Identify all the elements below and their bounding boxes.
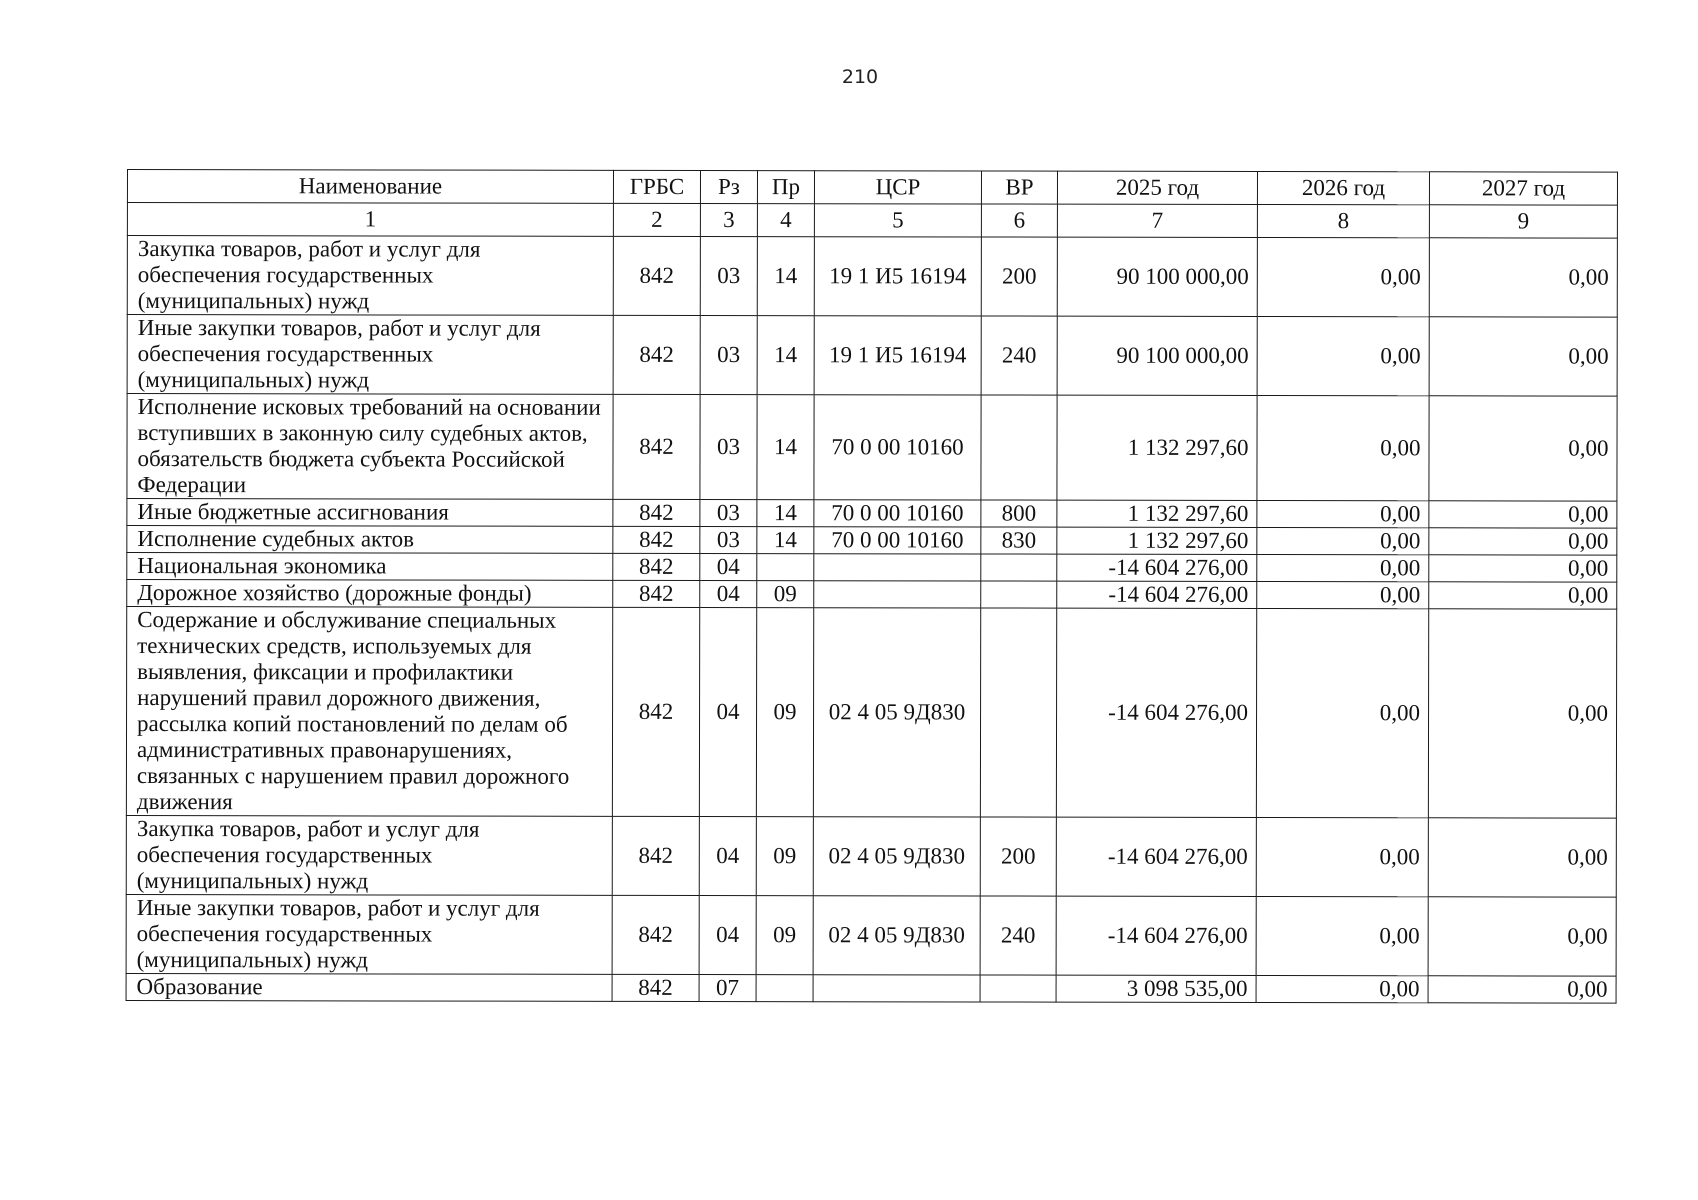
cell-vr bbox=[981, 395, 1057, 500]
column-number: 8 bbox=[1257, 204, 1429, 237]
cell-csr: 70 0 00 10160 bbox=[814, 395, 981, 500]
cell-2027: 0,00 bbox=[1428, 976, 1616, 1003]
cell-rz: 03 bbox=[700, 316, 757, 395]
cell-2026: 0,00 bbox=[1257, 395, 1429, 500]
cell-pr: 09 bbox=[757, 581, 814, 608]
cell-csr bbox=[814, 554, 981, 581]
cell-vr: 200 bbox=[981, 237, 1057, 316]
cell-2027: 0,00 bbox=[1428, 609, 1616, 818]
cell-vr: 240 bbox=[980, 896, 1056, 975]
budget-table bbox=[126, 169, 1618, 1004]
table-row bbox=[126, 973, 1616, 1003]
table-row bbox=[127, 236, 1617, 318]
cell-pr bbox=[756, 975, 813, 1002]
cell-grbs: 842 bbox=[613, 315, 700, 394]
cell-name: Образование bbox=[126, 973, 612, 1001]
cell-grbs: 842 bbox=[612, 974, 699, 1001]
cell-csr: 19 1 И5 16194 bbox=[814, 237, 981, 316]
cell-rz: 03 bbox=[700, 500, 757, 527]
page-number: 210 bbox=[841, 66, 879, 88]
cell-csr: 02 4 05 9Д830 bbox=[813, 817, 980, 896]
cell-name: Иные закупки товаров, работ и услуг для обеспечения государственных (муниципальных) нужд bbox=[126, 894, 612, 974]
table-row bbox=[127, 580, 1617, 610]
column-number: 5 bbox=[814, 204, 981, 237]
header-rz: Рз bbox=[700, 171, 757, 204]
cell-vr bbox=[980, 975, 1056, 1002]
table-row bbox=[126, 607, 1616, 819]
cell-name: Закупка товаров, работ и услуг для обеспечения государственных (муниципальных) нужд bbox=[126, 815, 612, 895]
cell-vr: 240 bbox=[981, 316, 1057, 395]
cell-csr: 02 4 05 9Д830 bbox=[813, 896, 980, 975]
cell-vr: 830 bbox=[981, 527, 1057, 554]
cell-csr bbox=[813, 975, 980, 1002]
cell-2026: 0,00 bbox=[1257, 500, 1429, 527]
cell-vr bbox=[981, 554, 1057, 581]
column-number: 1 bbox=[127, 203, 613, 237]
table-row bbox=[127, 526, 1617, 556]
cell-2026: 0,00 bbox=[1257, 581, 1429, 608]
header-csr: ЦСР bbox=[814, 171, 981, 204]
column-number: 9 bbox=[1429, 205, 1617, 238]
cell-2026: 0,00 bbox=[1256, 817, 1428, 896]
column-number: 7 bbox=[1057, 204, 1257, 237]
table-row bbox=[127, 315, 1617, 397]
header-name: Наименование bbox=[127, 170, 613, 204]
cell-pr: 14 bbox=[757, 500, 814, 527]
cell-2025: 3 098 535,00 bbox=[1056, 975, 1256, 1002]
cell-2026: 0,00 bbox=[1257, 316, 1429, 395]
cell-vr bbox=[980, 608, 1056, 817]
cell-name: Исполнение исковых требований на основании вступивших в законную силу судебных актов, обязательств бюджета субъекта Российской Федерации bbox=[127, 394, 613, 500]
cell-grbs: 842 bbox=[613, 580, 700, 607]
cell-rz: 04 bbox=[699, 816, 756, 895]
cell-2025: -14 604 276,00 bbox=[1057, 554, 1257, 581]
cell-vr bbox=[981, 581, 1057, 608]
cell-pr: 09 bbox=[756, 608, 813, 817]
cell-2026: 0,00 bbox=[1256, 896, 1428, 975]
table-row bbox=[126, 894, 1616, 976]
cell-2025: -14 604 276,00 bbox=[1056, 896, 1256, 975]
cell-grbs: 842 bbox=[613, 236, 700, 315]
cell-pr: 09 bbox=[756, 896, 813, 975]
cell-pr: 09 bbox=[756, 817, 813, 896]
cell-2026: 0,00 bbox=[1257, 554, 1429, 581]
cell-name: Национальная экономика bbox=[127, 553, 613, 581]
header-2025: 2025 год bbox=[1057, 171, 1257, 204]
cell-pr: 14 bbox=[757, 395, 814, 500]
cell-2025: 1 132 297,60 bbox=[1057, 395, 1257, 500]
header-row bbox=[127, 170, 1617, 206]
cell-pr: 14 bbox=[757, 316, 814, 395]
cell-2025: -14 604 276,00 bbox=[1056, 817, 1256, 896]
cell-rz: 07 bbox=[699, 974, 756, 1001]
cell-2025: 1 132 297,60 bbox=[1057, 527, 1257, 554]
cell-csr: 02 4 05 9Д830 bbox=[813, 608, 980, 817]
cell-2027: 0,00 bbox=[1428, 818, 1616, 897]
cell-grbs: 842 bbox=[613, 499, 700, 526]
cell-2026: 0,00 bbox=[1257, 237, 1429, 316]
cell-pr: 14 bbox=[757, 237, 814, 316]
table-row bbox=[127, 553, 1617, 583]
column-number: 6 bbox=[981, 204, 1057, 237]
cell-2027: 0,00 bbox=[1429, 501, 1617, 528]
cell-grbs: 842 bbox=[613, 394, 700, 499]
header-grbs: ГРБС bbox=[613, 170, 700, 203]
cell-rz: 03 bbox=[700, 237, 757, 316]
cell-name: Дорожное хозяйство (дорожные фонды) bbox=[127, 580, 613, 608]
cell-rz: 04 bbox=[699, 608, 756, 817]
cell-rz: 03 bbox=[700, 527, 757, 554]
cell-2025: 90 100 000,00 bbox=[1057, 316, 1257, 395]
table-row bbox=[127, 499, 1617, 529]
table-row bbox=[126, 815, 1616, 897]
cell-rz: 03 bbox=[700, 395, 757, 500]
table-body bbox=[126, 203, 1617, 1004]
cell-2027: 0,00 bbox=[1429, 582, 1617, 609]
cell-2025: 90 100 000,00 bbox=[1057, 237, 1257, 316]
header-vr: ВР bbox=[981, 171, 1057, 204]
cell-csr: 70 0 00 10160 bbox=[814, 500, 981, 527]
cell-name: Иные закупки товаров, работ и услуг для обеспечения государственных (муниципальных) нужд bbox=[127, 315, 613, 395]
cell-2027: 0,00 bbox=[1429, 528, 1617, 555]
cell-pr: 14 bbox=[757, 527, 814, 554]
cell-name: Исполнение судебных актов bbox=[127, 526, 613, 554]
cell-vr: 800 bbox=[981, 500, 1057, 527]
cell-csr bbox=[814, 581, 981, 608]
cell-name: Содержание и обслуживание специальных технических средств, используемых для выявления, фиксации и профилактики нарушений правил дорожного движения, рассылка копий постановлений по делам об административных правонарушениях, связанных с нарушением правил дорожного движения bbox=[126, 607, 612, 817]
cell-2025: -14 604 276,00 bbox=[1057, 581, 1257, 608]
cell-2026: 0,00 bbox=[1256, 975, 1428, 1002]
cell-2026: 0,00 bbox=[1256, 608, 1428, 817]
cell-rz: 04 bbox=[699, 895, 756, 974]
cell-2026: 0,00 bbox=[1257, 527, 1429, 554]
column-number: 2 bbox=[613, 203, 700, 236]
cell-grbs: 842 bbox=[612, 816, 699, 895]
cell-2027: 0,00 bbox=[1429, 238, 1617, 317]
table-row bbox=[127, 394, 1617, 502]
cell-grbs: 842 bbox=[613, 553, 700, 580]
header-2026: 2026 год bbox=[1257, 171, 1429, 204]
cell-csr: 19 1 И5 16194 bbox=[814, 316, 981, 395]
cell-name: Иные бюджетные ассигнования bbox=[127, 499, 613, 527]
cell-2025: 1 132 297,60 bbox=[1057, 500, 1257, 527]
cell-name: Закупка товаров, работ и услуг для обеспечения государственных (муниципальных) нужд bbox=[127, 236, 613, 316]
column-number: 3 bbox=[700, 204, 757, 237]
header-pr: Пр bbox=[757, 171, 814, 204]
cell-pr bbox=[757, 554, 814, 581]
cell-2027: 0,00 bbox=[1429, 396, 1617, 501]
cell-vr: 200 bbox=[980, 817, 1056, 896]
header-2027: 2027 год bbox=[1429, 172, 1617, 205]
cell-grbs: 842 bbox=[612, 607, 699, 816]
column-number-row bbox=[127, 203, 1617, 239]
cell-grbs: 842 bbox=[613, 526, 700, 553]
cell-2027: 0,00 bbox=[1429, 555, 1617, 582]
cell-2027: 0,00 bbox=[1429, 317, 1617, 396]
cell-2025: -14 604 276,00 bbox=[1056, 608, 1256, 817]
column-number: 4 bbox=[757, 204, 814, 237]
cell-2027: 0,00 bbox=[1428, 897, 1616, 976]
cell-csr: 70 0 00 10160 bbox=[814, 527, 981, 554]
cell-grbs: 842 bbox=[612, 895, 699, 974]
cell-rz: 04 bbox=[700, 554, 757, 581]
cell-rz: 04 bbox=[700, 581, 757, 608]
